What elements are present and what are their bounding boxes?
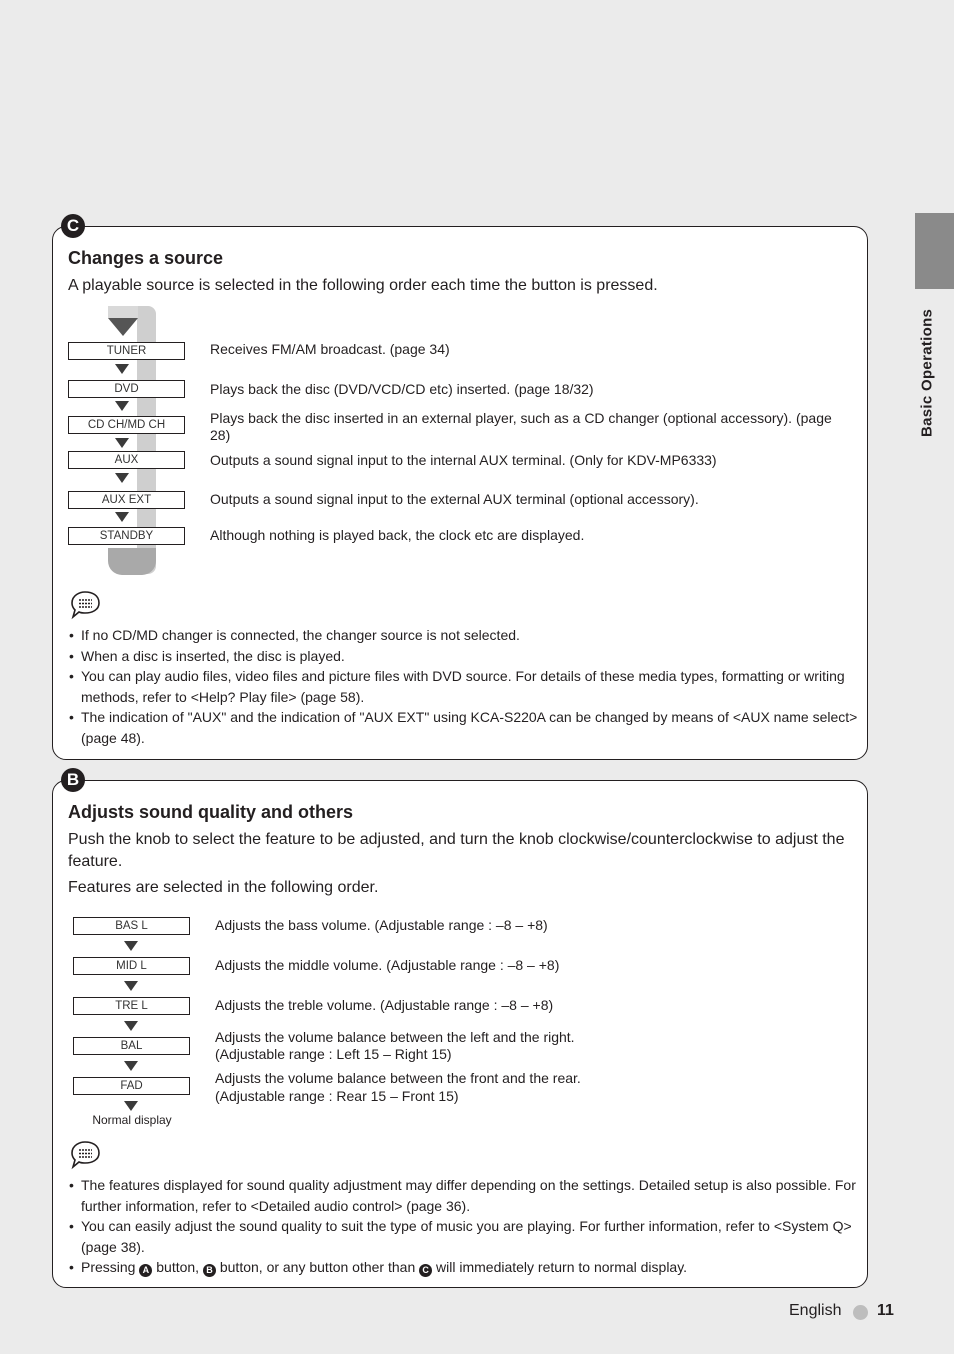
source-tuner-desc: Receives FM/AM broadcast. (page 34)	[210, 341, 450, 357]
note-text: button,	[156, 1259, 200, 1275]
note-item	[68, 1257, 858, 1278]
footer-language: English	[789, 1302, 842, 1319]
feature-mid-level: MID L	[73, 957, 190, 975]
source-aux: AUX	[68, 451, 185, 469]
down-arrow-icon	[115, 512, 129, 522]
feature-fader-range: (Adjustable range : Rear 15 – Front 15)	[215, 1088, 459, 1104]
source-dvd: DVD	[68, 380, 185, 398]
section-c-badge: C	[61, 214, 85, 238]
feature-fader-desc: Adjusts the volume balance between the front and the rear.	[215, 1070, 581, 1086]
source-standby: STANDBY	[68, 527, 185, 545]
section-b-badge: B	[61, 768, 85, 792]
note-item: • If no CD/MD changer is connected, the changer source is not selected.	[68, 625, 858, 646]
source-tuner: TUNER	[68, 342, 185, 360]
button-b-badge: B	[203, 1264, 216, 1277]
note-icon	[68, 1140, 102, 1170]
feature-treble-level: TRE L	[73, 997, 190, 1015]
section-b-lead-2: Features are selected in the following order.	[68, 879, 379, 896]
source-cd-changer: CD CH/MD CH	[68, 416, 185, 434]
note-text: button, or any button other than	[219, 1259, 416, 1275]
feature-bass-level: BAS L	[73, 917, 190, 935]
section-c-title: Changes a source	[68, 248, 224, 268]
feature-treble-desc: Adjusts the treble volume. (Adjustable range : –8 – +8)	[215, 997, 554, 1013]
button-a-badge: A	[139, 1264, 152, 1277]
down-arrow-icon	[124, 1021, 138, 1031]
section-b-lead: Push the knob to select the feature to be adjusted, and turn the knob clockwise/counterclockwise to adjust the feature.	[68, 831, 845, 870]
side-tab-marker	[915, 213, 954, 289]
note-text: will immediately return to normal display.	[436, 1259, 688, 1275]
down-arrow-icon	[115, 364, 129, 374]
cycle-start-arrow-icon	[108, 306, 138, 336]
note-icon	[68, 590, 102, 620]
down-arrow-icon	[124, 1101, 138, 1111]
feature-balance: BAL	[73, 1037, 190, 1055]
button-c-badge: C	[419, 1264, 432, 1277]
note-item: • The features displayed for sound quality adjustment may differ depending on the settings. Detailed setup is also possible. For further information, refer to <Detailed audio control> (page 36).	[68, 1175, 858, 1216]
note-item: • You can play audio files, video files and picture files with DVD source. For details of these media types, formatting or writing methods, refer to <Help? Play file> (page 58).	[68, 666, 858, 707]
page-number: 11	[877, 1302, 894, 1319]
source-aux-ext: AUX EXT	[68, 491, 185, 509]
footer-dot-icon	[853, 1305, 868, 1320]
section-b-notes	[68, 1175, 858, 1278]
cycle-return-arc	[108, 548, 156, 575]
down-arrow-icon	[115, 401, 129, 411]
source-dvd-desc: Plays back the disc (DVD/VCD/CD etc) inserted. (page 18/32)	[210, 381, 594, 397]
feature-balance-range: (Adjustable range : Left 15 – Right 15)	[215, 1046, 452, 1062]
down-arrow-icon	[115, 438, 129, 448]
source-cd-changer-desc: Plays back the disc inserted in an external player, such as a CD changer (optional accessory). (page 28)	[210, 410, 832, 443]
note-item: • You can easily adjust the sound quality to suit the type of music you are playing. For further information, refer to <System Q> (page 38).	[68, 1216, 858, 1257]
side-section-label: Basic Operations	[918, 308, 936, 437]
feature-bass-desc: Adjusts the bass volume. (Adjustable range : –8 – +8)	[215, 917, 548, 933]
down-arrow-icon	[124, 941, 138, 951]
section-b-title: Adjusts sound quality and others	[68, 802, 354, 822]
section-c-notes	[68, 625, 858, 748]
note-text: Pressing	[81, 1259, 136, 1275]
feature-balance-desc: Adjusts the volume balance between the left and the right.	[215, 1029, 575, 1045]
source-aux-desc: Outputs a sound signal input to the internal AUX terminal. (Only for KDV-MP6333)	[210, 452, 717, 468]
note-item: • The indication of "AUX" and the indication of "AUX EXT" using KCA-S220A can be changed by means of <AUX name select> (page 48).	[68, 707, 858, 748]
down-arrow-icon	[124, 1061, 138, 1071]
down-arrow-icon	[115, 473, 129, 483]
feature-fader: FAD	[73, 1077, 190, 1095]
feature-mid-desc: Adjusts the middle volume. (Adjustable range : –8 – +8)	[215, 957, 560, 973]
page-footer	[760, 1302, 900, 1324]
note-item: • When a disc is inserted, the disc is played.	[68, 646, 858, 667]
source-standby-desc: Although nothing is played back, the clock etc are displayed.	[210, 527, 585, 543]
down-arrow-icon	[124, 981, 138, 991]
normal-display-label: Normal display	[92, 1113, 172, 1127]
section-c-lead: A playable source is selected in the following order each time the button is pressed.	[68, 277, 658, 294]
source-aux-ext-desc: Outputs a sound signal input to the external AUX terminal (optional accessory).	[210, 491, 699, 507]
